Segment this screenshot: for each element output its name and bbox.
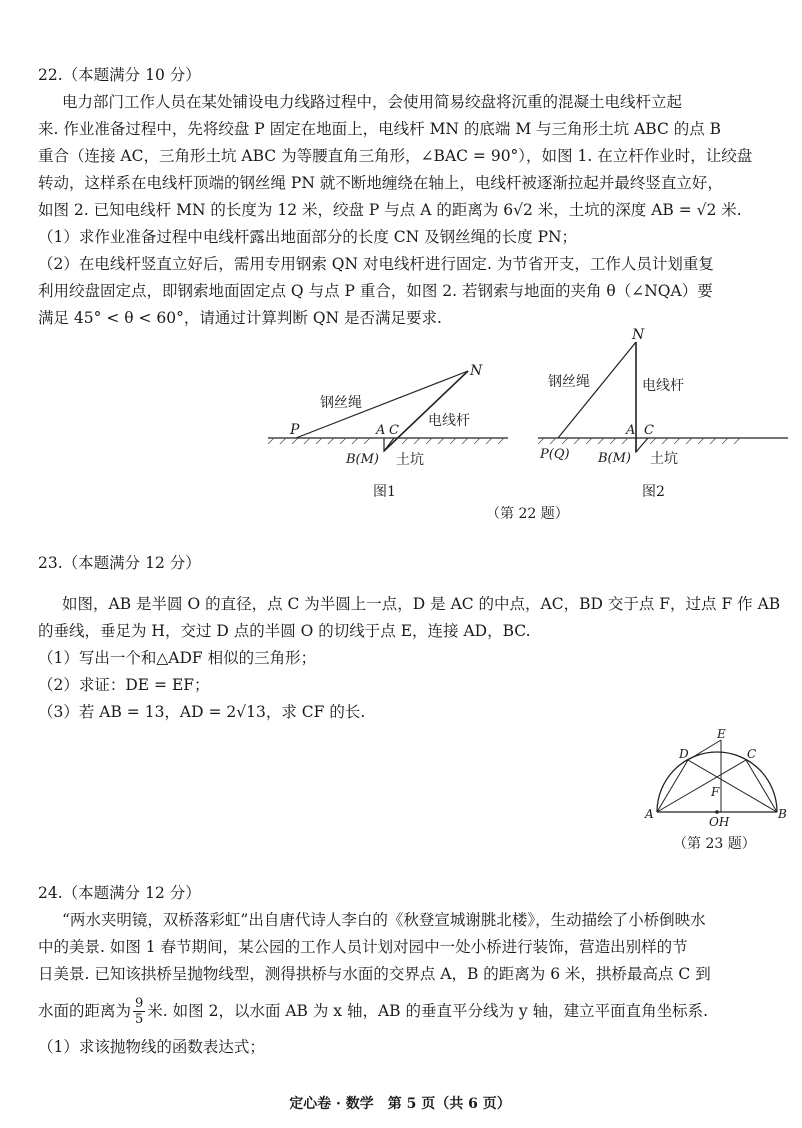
segment-bc xyxy=(746,760,777,812)
q23-figure xyxy=(645,722,785,830)
label-c: C xyxy=(389,423,399,438)
q23-line-4: （2）求证：DE = EF； xyxy=(38,676,210,694)
q22-figure-2 xyxy=(538,328,788,470)
q24-heading: 24.（本题满分 12 分） xyxy=(38,884,201,902)
pit-triangle xyxy=(384,438,394,451)
tangent-de xyxy=(688,740,721,760)
q24-line-2: 中的美景. 如图 1 春节期间，某公园的工作人员计划对园中一处小桥进行装饰，营造出别样的节 xyxy=(38,938,688,956)
q23-heading: 23.（本题满分 12 分） xyxy=(38,554,201,572)
q24-line-3: 日美景. 已知该拱桥呈抛物线型，测得拱桥与水面的交界点 A，B 的距离为 6 米，拱桥最高点 C 到 xyxy=(38,965,711,983)
q22-fig2-caption: 图2 xyxy=(642,484,665,500)
q22-line-6: （1）求作业准备过程中电线杆露出地面部分的长度 CN 及钢丝绳的长度 PN； xyxy=(38,228,578,246)
fraction-denominator: 5 xyxy=(135,1011,144,1027)
q22-line-4: 转动，这样系在电线杆顶端的钢丝绳 PN 就不断地缠绕在轴上，电线杆被逐渐拉起并最终竖直立好， xyxy=(38,174,723,192)
ground-hatching xyxy=(268,438,504,444)
label-n: N xyxy=(470,363,483,379)
q24-line-4 xyxy=(38,994,778,1028)
label-p: P xyxy=(290,422,300,438)
label-bm: B(M) xyxy=(598,451,632,466)
label-oh: OH xyxy=(709,815,730,829)
q22-heading: 22.（本题满分 10 分） xyxy=(38,66,201,84)
q23-line-3: （1）写出一个和△ADF 相似的三角形； xyxy=(38,649,317,667)
q22-figure-1 xyxy=(268,355,508,470)
label-pq: P(Q) xyxy=(540,447,570,462)
q23-line-1: 如图，AB 是半圆 O 的直径，点 C 为半圆上一点，D 是 AC 的中点，AC，BD 交于点 F，过点 F 作 AB xyxy=(62,595,781,613)
q22-fig1-caption: 图1 xyxy=(373,484,396,500)
fraction-numerator: 9 xyxy=(135,995,144,1011)
label-pit: 土坑 xyxy=(396,452,424,468)
q22-line-2: 来. 作业准备过程中，先将绞盘 P 固定在地面上，电线杆 MN 的底端 M 与三角形土坑 ABC 的点 B xyxy=(38,120,722,138)
label-e: E xyxy=(717,727,726,741)
label-rope: 钢丝绳 xyxy=(548,374,590,390)
q23-line-5: （3）若 AB = 13，AD = 2√13，求 CF 的长. xyxy=(38,703,366,721)
q22-figure-caption: （第 22 题） xyxy=(486,506,569,522)
q22-line-7: （2）在电线杆竖直立好后，需用专用钢索 QN 对电线杆进行固定. 为节省开支，工作人员计划重复 xyxy=(38,255,714,273)
q22-line-3: 重合（连接 AC，三角形土坑 ABC 为等腰直角三角形，∠BAC = 90°），如图 1. 在立杆作业时，让绞盘 xyxy=(38,147,753,165)
q23-line-2: 的垂线，垂足为 H，交过 D 点的半圆 O 的切线于点 E，连接 AD，BC. xyxy=(38,622,531,640)
q23-figure-caption: （第 23 题） xyxy=(673,836,756,852)
q24-line-4-post: 米. 如图 2，以水面 AB 为 x 轴，AB 的垂直平分线为 y 轴，建立平面直角坐标系. xyxy=(147,1002,709,1020)
label-a: A xyxy=(645,807,654,821)
ground-hatching xyxy=(538,438,740,444)
page-footer: 定心卷 · 数学 第 5 页（共 6 页） xyxy=(289,1096,511,1112)
label-n: N xyxy=(632,327,645,343)
label-b: B xyxy=(778,807,787,821)
pit-triangle xyxy=(636,438,648,452)
q24-line-1: “两水夹明镜，双桥落彩虹”出自唐代诗人李白的《秋登宣城谢朓北楼》，生动描绘了小桥倒映水 xyxy=(62,911,706,929)
q24-line-4-pre: 水面的距离为 xyxy=(38,1002,132,1020)
label-f: F xyxy=(711,785,720,799)
label-c: C xyxy=(644,423,654,438)
label-pole: 电线杆 xyxy=(428,413,470,429)
fraction-nine-fifths xyxy=(133,996,145,1027)
label-a: A xyxy=(626,423,636,438)
q24-question-1: （1）求该抛物线的函数表达式； xyxy=(38,1038,265,1056)
label-pit: 土坑 xyxy=(650,451,678,467)
label-d: D xyxy=(679,747,689,761)
label-bm: B(M) xyxy=(346,452,380,467)
label-a: A xyxy=(376,423,386,438)
center-point-o xyxy=(715,810,719,814)
label-pole: 电线杆 xyxy=(642,378,684,394)
steel-rope-line xyxy=(558,342,636,438)
q22-line-1: 电力部门工作人员在某处铺设电力线路过程中，会使用简易绞盘将沉重的混凝土电线杆立起 xyxy=(62,93,683,111)
segment-ad xyxy=(657,760,688,812)
q22-line-9: 满足 45° < θ < 60°，请通过计算判断 QN 是否满足要求. xyxy=(38,309,442,327)
q22-line-5: 如图 2. 已知电线杆 MN 的长度为 12 米，绞盘 P 与点 A 的距离为 6√2 米，土坑的深度 AB = √2 米. xyxy=(38,201,742,219)
label-c: C xyxy=(747,747,757,761)
label-rope: 钢丝绳 xyxy=(320,395,362,411)
q22-line-8: 利用绞盘固定点，即钢索地面固定点 Q 与点 P 重合，如图 2. 若钢索与地面的夹角 θ（∠NQA）要 xyxy=(38,282,713,300)
